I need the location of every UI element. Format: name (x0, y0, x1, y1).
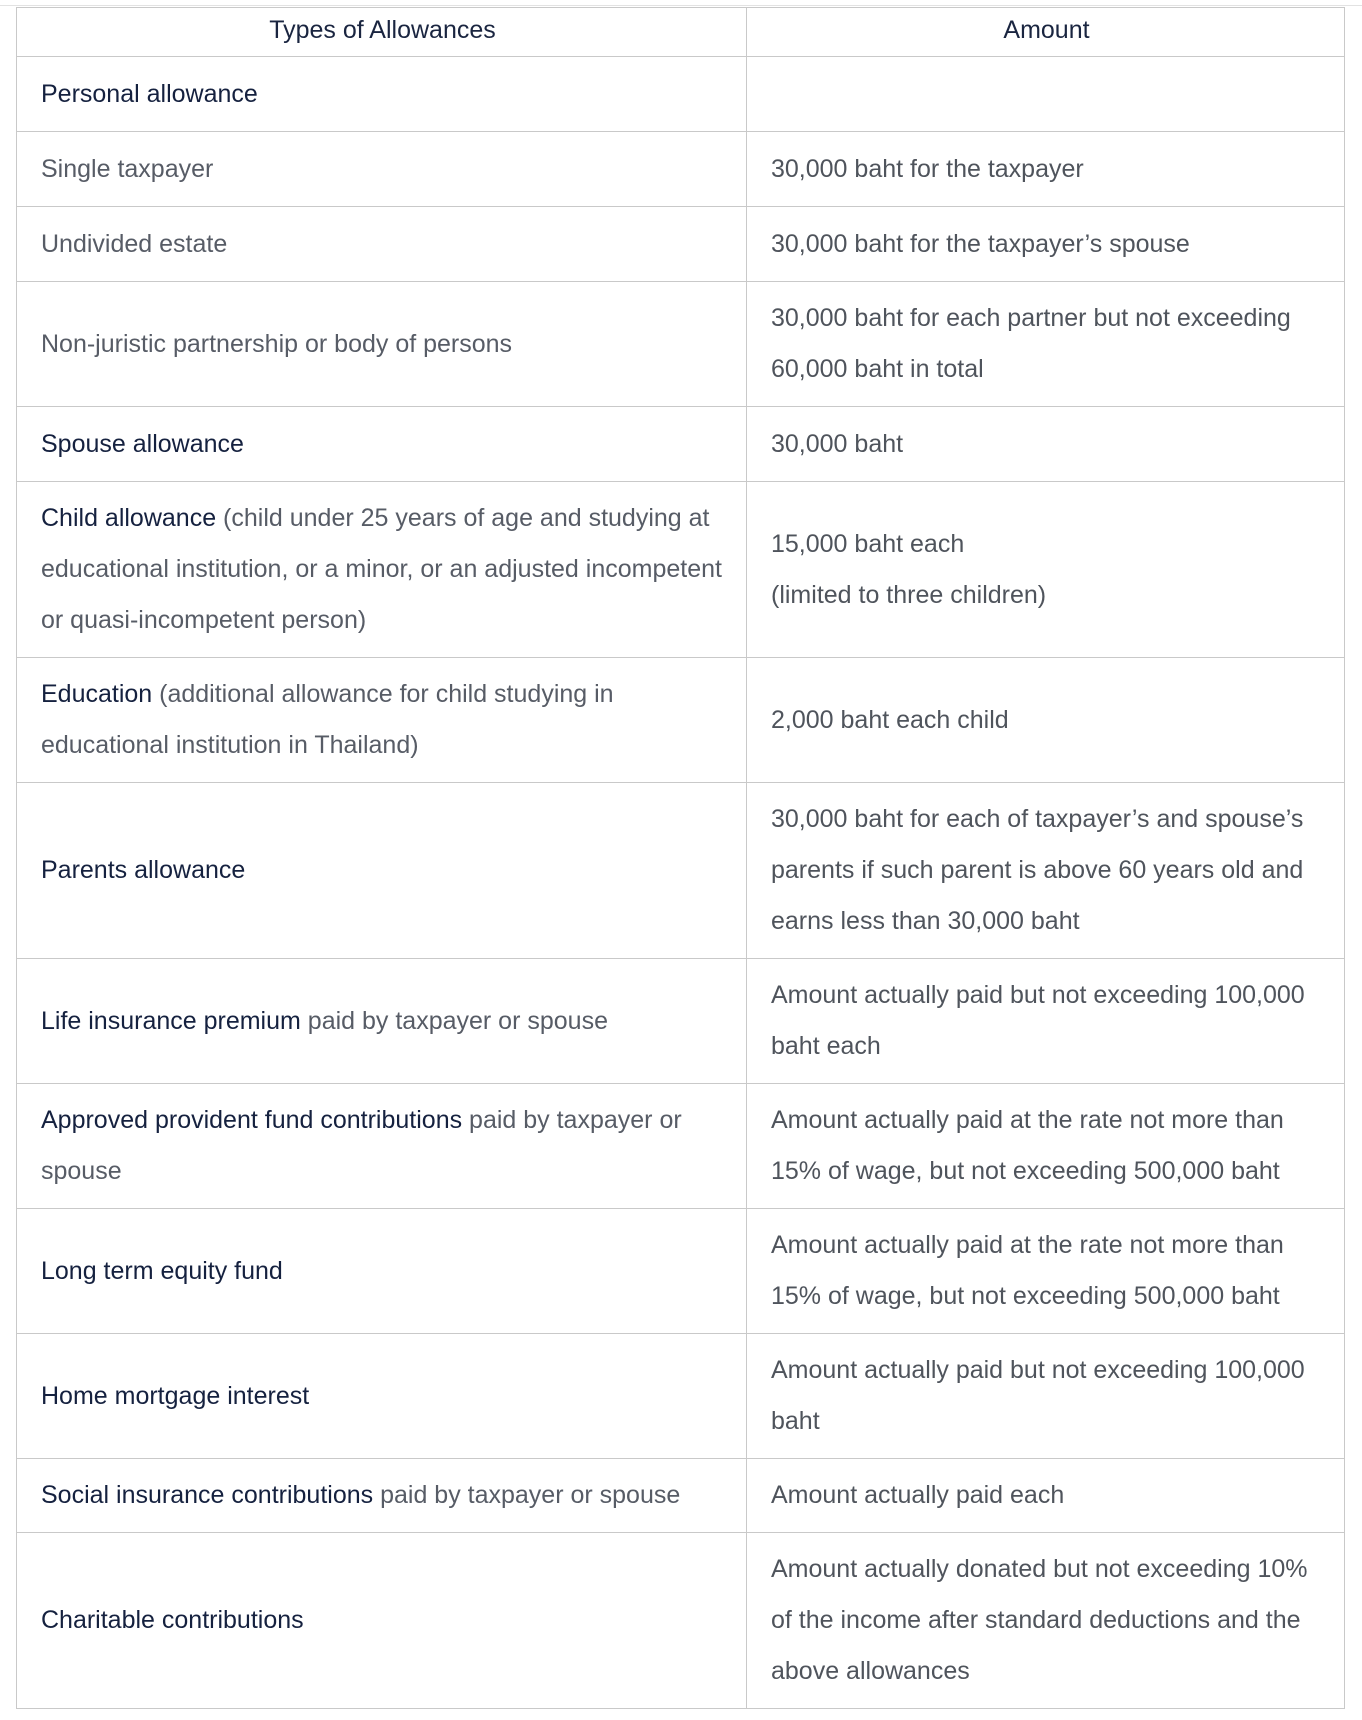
allowance-type-cell (17, 282, 747, 407)
allowance-type-name: Long term equity fund (41, 1256, 283, 1285)
allowance-type-note: paid by taxpayer or spouse (373, 1481, 681, 1509)
header-types-of-allowances: Types of Allowances (17, 8, 747, 57)
table-row (17, 783, 1345, 959)
allowance-amount-cell (747, 132, 1345, 207)
table-row (17, 959, 1345, 1084)
allowance-type-name: Charitable contributions (41, 1606, 304, 1634)
allowance-amount-text: 30,000 baht (771, 429, 904, 458)
table-row (17, 282, 1345, 407)
allowance-amount-text: 30,000 baht for the taxpayer (771, 154, 1084, 183)
allowance-type-cell (17, 57, 747, 132)
allowance-amount-cell (747, 1209, 1345, 1334)
allowance-amount-cell (747, 207, 1345, 282)
table-row (17, 407, 1345, 482)
allowance-amount-cell (747, 959, 1345, 1084)
allowance-type-note: paid by taxpayer or spouse (300, 1006, 608, 1035)
allowance-type-name: Undivided estate (41, 229, 228, 258)
top-divider (0, 5, 1362, 6)
allowance-amount-text: 30,000 baht for each of taxpayer’s and spouse’s parents if such parent is above 60 years old and earns less than 30,000 baht (771, 805, 1304, 935)
table-row (17, 658, 1345, 783)
table-row (17, 57, 1345, 132)
allowance-amount-text: Amount actually donated but not exceeding 10% of the income after standard deductions and the above allowances (771, 1555, 1308, 1685)
table-body (17, 57, 1345, 1709)
allowance-amount-text: 2,000 baht each child (771, 705, 1009, 734)
allowance-type-cell (17, 658, 747, 783)
allowance-amount-cell (747, 1459, 1345, 1533)
allowance-amount-text: (limited to three children) (771, 580, 1047, 609)
allowance-amount-cell (747, 783, 1345, 959)
allowance-amount-text: 15,000 baht each (771, 529, 965, 558)
allowance-amount-cell (747, 57, 1345, 132)
allowance-type-name: Non-juristic partnership or body of persons (41, 329, 513, 358)
allowance-type-note: paid by taxpayer or spouse (41, 1106, 682, 1185)
allowance-type-note: (child under 25 years of age and studying at educational institution, or a minor, or an adjusted incompetent or quasi-incompetent person) (41, 504, 722, 634)
allowance-type-cell (17, 1084, 747, 1209)
allowance-type-cell (17, 1334, 747, 1459)
allowance-type-name: Personal allowance (41, 79, 258, 108)
allowances-table (16, 7, 1345, 1709)
allowance-type-cell (17, 132, 747, 207)
allowance-type-name: Spouse allowance (41, 429, 244, 458)
allowance-type-cell (17, 1459, 747, 1533)
allowance-type-name: Life insurance premium (41, 1006, 301, 1035)
table-row (17, 1084, 1345, 1209)
allowance-type-cell (17, 407, 747, 482)
allowance-amount-text: Amount actually paid but not exceeding 100,000 baht each (771, 981, 1305, 1060)
allowance-type-name: Parents allowance (41, 856, 246, 884)
allowance-type-cell (17, 1209, 747, 1334)
table-row (17, 1334, 1345, 1459)
allowance-type-cell (17, 783, 747, 959)
allowance-type-name: Child allowance (41, 504, 217, 532)
allowance-amount-cell (747, 282, 1345, 407)
allowance-type-name: Home mortgage interest (41, 1381, 310, 1410)
allowance-amount-text: Amount actually paid at the rate not more than 15% of wage, but not exceeding 500,000 baht (771, 1231, 1284, 1310)
allowance-type-cell (17, 959, 747, 1084)
allowance-amount-cell (747, 658, 1345, 783)
table-row (17, 1533, 1345, 1709)
allowance-amount-cell (747, 482, 1345, 658)
allowance-amount-text: Amount actually paid but not exceeding 100,000 baht (771, 1356, 1305, 1435)
allowance-type-name: Single taxpayer (41, 154, 214, 183)
allowance-type-cell (17, 207, 747, 282)
header-amount: Amount (747, 8, 1345, 57)
allowance-amount-text: 30,000 baht for the taxpayer’s spouse (771, 229, 1190, 258)
allowance-amount-text: 30,000 baht for each partner but not exceeding 60,000 baht in total (771, 304, 1291, 383)
allowance-type-name: Education (41, 680, 153, 708)
allowance-amount-cell (747, 407, 1345, 482)
allowance-type-name: Approved provident fund contributions (41, 1106, 463, 1134)
table-row (17, 482, 1345, 658)
allowance-type-name: Social insurance contributions (41, 1481, 374, 1509)
table-row (17, 1209, 1345, 1334)
allowance-amount-text: Amount actually paid each (771, 1481, 1065, 1509)
table-row (17, 207, 1345, 282)
allowance-amount-cell (747, 1533, 1345, 1709)
allowance-amount-cell (747, 1084, 1345, 1209)
table-row (17, 132, 1345, 207)
allowance-type-cell (17, 482, 747, 658)
allowance-type-cell (17, 1533, 747, 1709)
allowance-amount-cell (747, 1334, 1345, 1459)
allowance-amount-text: Amount actually paid at the rate not more than 15% of wage, but not exceeding 500,000 baht (771, 1106, 1284, 1185)
allowance-type-note: (additional allowance for child studying in educational institution in Thailand) (41, 680, 614, 759)
table-header-row (17, 8, 1345, 57)
table-row (17, 1459, 1345, 1533)
